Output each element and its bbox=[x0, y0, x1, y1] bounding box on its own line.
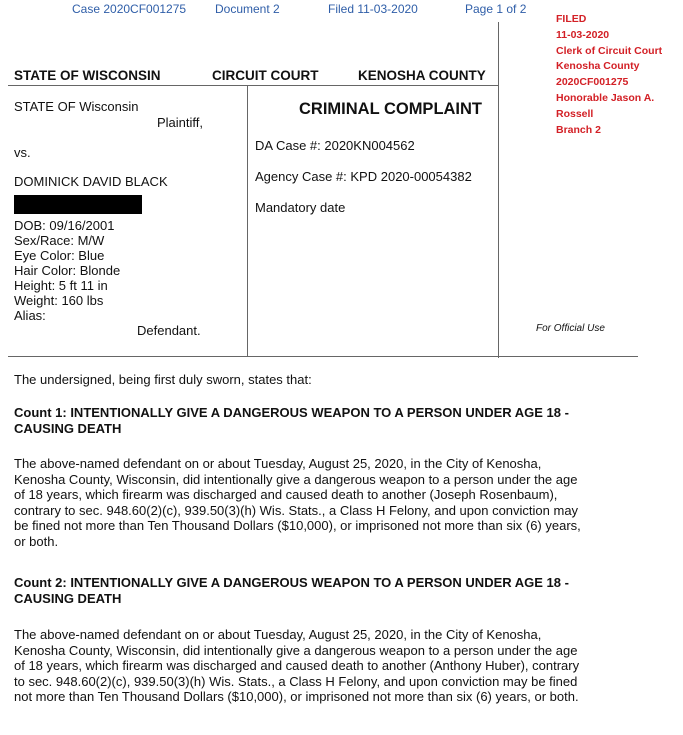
case-number: Case 2020CF001275 bbox=[72, 2, 187, 16]
page-indicator: Page 1 of 2 bbox=[465, 2, 527, 16]
alias-field: Alias: bbox=[14, 308, 46, 323]
sex-race-field: Sex/Race: M/W bbox=[14, 233, 105, 248]
plaintiff-role: Plaintiff, bbox=[157, 115, 204, 130]
stamp-line: 11-03-2020 bbox=[556, 28, 610, 41]
stamp-line: FILED bbox=[556, 13, 587, 25]
text-line: not more than Ten Thousand Dollars ($10,000), or imprisoned not more than six (6) years, or both. bbox=[14, 689, 579, 704]
hair-color-field: Hair Color: Blonde bbox=[14, 263, 121, 278]
caption-top-rule bbox=[8, 85, 498, 86]
text-line: or both. bbox=[14, 533, 59, 549]
text-line: Kenosha County, Wisconsin, did intentionally give a dangerous weapon to a person under the age bbox=[14, 471, 578, 487]
count-2-text bbox=[14, 627, 669, 705]
height-field: Height: 5 ft 11 in bbox=[14, 278, 108, 293]
document-title: CRIMINAL COMPLAINT bbox=[299, 100, 483, 118]
eye-color-field: Eye Color: Blue bbox=[14, 248, 105, 263]
right-column-divider bbox=[498, 22, 499, 358]
text-line: of 18 years, which firearm was discharged and caused death to another (Anthony Huber), contrary bbox=[14, 658, 580, 673]
stamp-line: Rossell bbox=[556, 107, 594, 120]
weight-field: Weight: 160 lbs bbox=[14, 293, 104, 308]
defendant-details bbox=[14, 218, 120, 323]
stamp-line: Branch 2 bbox=[556, 123, 601, 136]
count-1-text bbox=[14, 456, 669, 549]
mandatory-date: Mandatory date bbox=[255, 200, 346, 215]
text-line: be fined not more than Ten Thousand Dollars ($10,000), or imprisoned not more than six (6) years, bbox=[14, 518, 581, 533]
text-line: contrary to sec. 948.60(2)(c), 939.50(3)(h) Wis. Stats., a Class H Felony, and upon conviction may bbox=[14, 502, 579, 518]
text-line: The above-named defendant on or about Tuesday, August 25, 2020, in the City of Kenosha, bbox=[14, 627, 542, 642]
redaction-bar bbox=[14, 195, 142, 214]
plaintiff-name: STATE OF Wisconsin bbox=[14, 99, 139, 114]
filed-date: Filed 11-03-2020 bbox=[328, 2, 418, 16]
filed-stamp bbox=[556, 12, 662, 138]
versus-label: vs. bbox=[14, 145, 31, 160]
stamp-line: 2020CF001275 bbox=[556, 76, 629, 89]
county-heading: KENOSHA COUNTY bbox=[358, 68, 486, 83]
count-2-heading: Count 2: INTENTIONALLY GIVE A DANGEROUS WEAPON TO A PERSON UNDER AGE 18 - CAUSING DEATH bbox=[14, 575, 569, 606]
defendant-role: Defendant. bbox=[137, 323, 201, 338]
text-line: Kenosha County, Wisconsin, did intentionally give a dangerous weapon to a person under the age bbox=[14, 642, 578, 658]
stamp-line: Clerk of Circuit Court bbox=[556, 44, 663, 57]
document-number: Document 2 bbox=[215, 2, 280, 16]
agency-case-number: Agency Case #: KPD 2020-00054382 bbox=[255, 169, 472, 184]
stamp-line: Kenosha County bbox=[556, 60, 640, 73]
defendant-name: DOMINICK DAVID BLACK bbox=[14, 174, 168, 189]
caption-bottom-rule bbox=[8, 356, 638, 357]
intro-statement: The undersigned, being first duly sworn, states that: bbox=[14, 372, 312, 387]
court-heading: CIRCUIT COURT bbox=[212, 68, 319, 83]
count-1-heading: Count 1: INTENTIONALLY GIVE A DANGEROUS WEAPON TO A PERSON UNDER AGE 18 - CAUSING DEATH bbox=[14, 405, 569, 436]
text-line: to sec. 948.60(2)(c), 939.50(3)(h) Wis. Stats., a Class H Felony, and upon conviction may be fined bbox=[14, 673, 578, 689]
text-line: The above-named defendant on or about Tuesday, August 25, 2020, in the City of Kenosha, bbox=[14, 456, 542, 471]
da-case-number: DA Case #: 2020KN004562 bbox=[255, 138, 415, 153]
text-line: of 18 years, which firearm was discharged and caused death to another (Joseph Rosenbaum), bbox=[14, 487, 558, 502]
state-heading: STATE OF WISCONSIN bbox=[14, 68, 161, 83]
stamp-line: Honorable Jason A. bbox=[556, 91, 655, 104]
caption-center-divider bbox=[247, 86, 248, 356]
official-use-label: For Official Use bbox=[536, 323, 605, 334]
dob-field: DOB: 09/16/2001 bbox=[14, 218, 115, 233]
